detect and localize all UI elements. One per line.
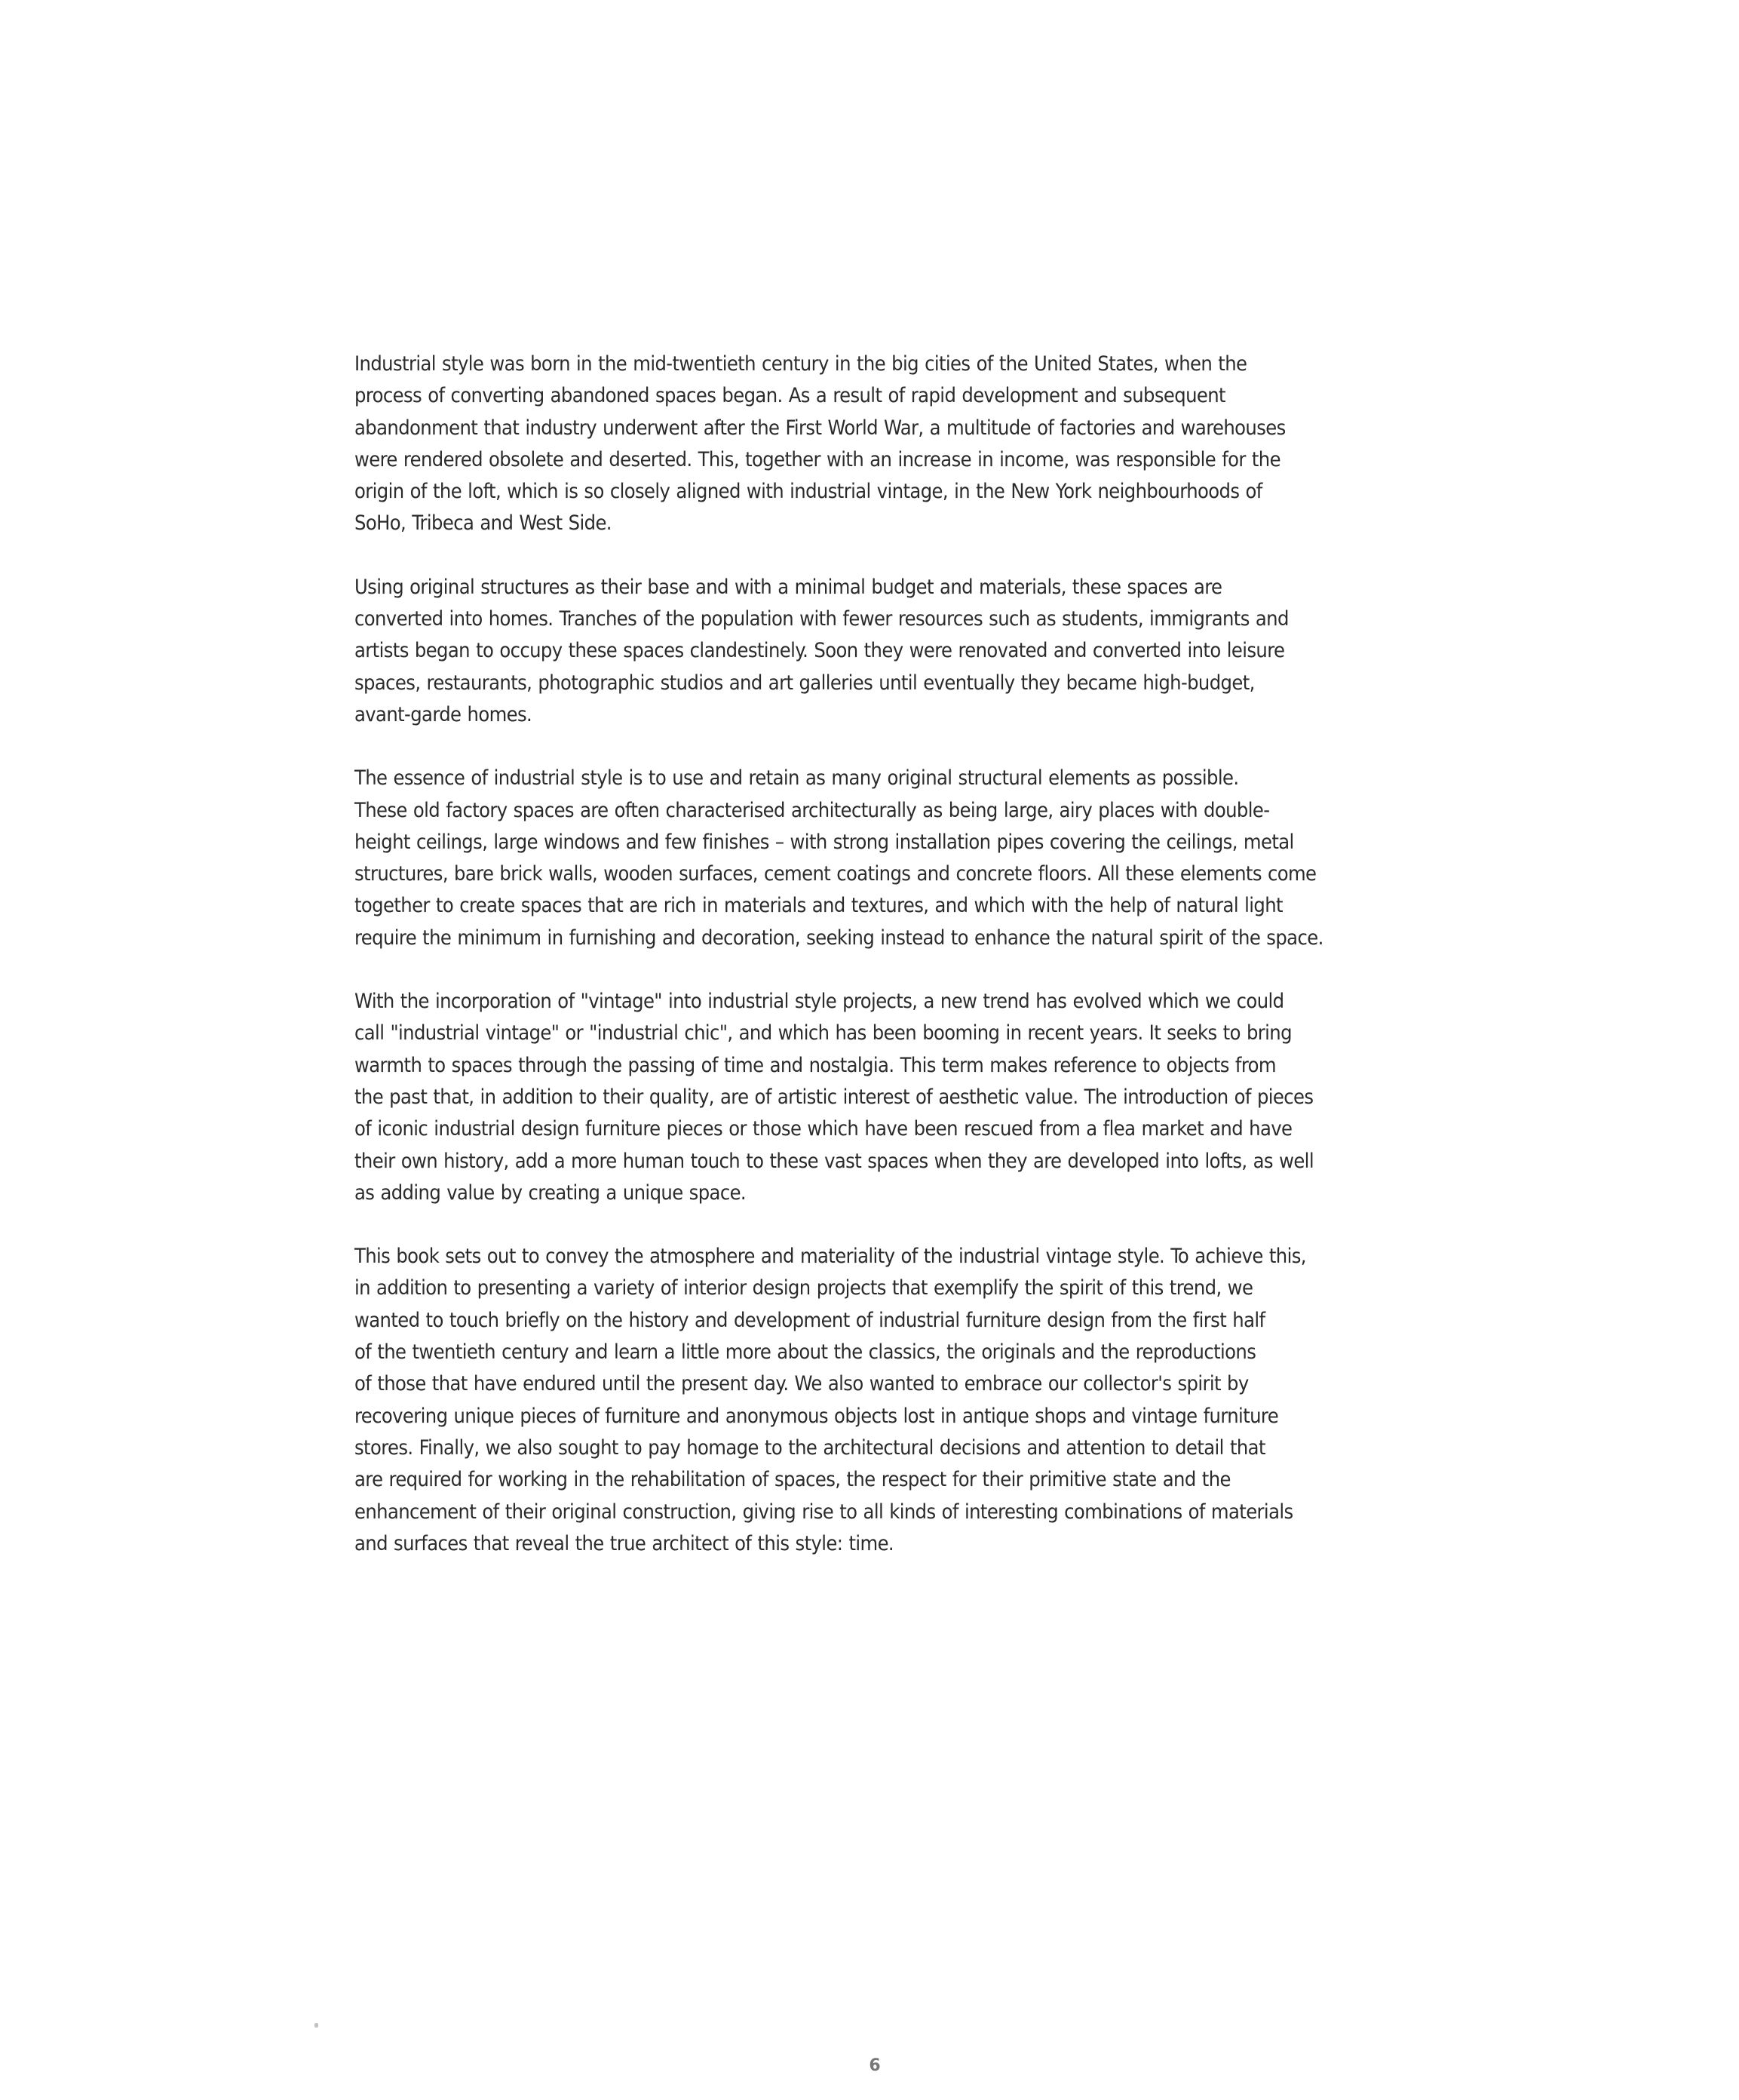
text-line: and surfaces that reveal the true architect of this style: time. <box>354 1531 894 1555</box>
text-line: warmth to spaces through the passing of time and nostalgia. This term makes reference to objects from <box>354 1053 1276 1077</box>
text-line: converted into homes. Tranches of the population with fewer resources such as students, immigrants and <box>354 607 1289 631</box>
text-line: height ceilings, large windows and few finishes – with strong installation pipes covering the ceilings, metal <box>354 830 1294 854</box>
text-line: their own history, add a more human touch to these vast spaces when they are developed into lofts, as well <box>354 1149 1314 1173</box>
text-line: These old factory spaces are often characterised architecturally as being large, airy places with double- <box>354 798 1270 822</box>
text-line: call "industrial vintage" or "industrial chic", and which has been booming in recent years. It seeks to bring <box>354 1021 1292 1045</box>
text-line: in addition to presenting a variety of interior design projects that exemplify the spirit of this trend, we <box>354 1276 1253 1300</box>
text-line: artists began to occupy these spaces clandestinely. Soon they were renovated and converted into leisure <box>354 639 1285 663</box>
text-line: SoHo, Tribeca and West Side. <box>354 511 612 536</box>
text-line: The essence of industrial style is to use and retain as many original structural elements as possible. <box>354 766 1239 791</box>
text-line: Industrial style was born in the mid-twentieth century in the big cities of the United States, when the <box>354 352 1247 376</box>
text-line: structures, bare brick walls, wooden surfaces, cement coatings and concrete floors. All these elements come <box>354 862 1317 886</box>
paragraph-5 <box>354 1241 1410 1560</box>
body-text <box>354 348 1410 1592</box>
text-line: recovering unique pieces of furniture and anonymous objects lost in antique shops and vintage furniture <box>354 1404 1279 1428</box>
paragraph-2 <box>354 572 1410 731</box>
text-line: Using original structures as their base and with a minimal budget and materials, these spaces are <box>354 575 1222 599</box>
text-line: process of converting abandoned spaces began. As a result of rapid development and subsequent <box>354 384 1225 408</box>
text-line: require the minimum in furnishing and decoration, seeking instead to enhance the natural spirit of the space. <box>354 926 1323 950</box>
paragraph-1 <box>354 348 1410 540</box>
text-line: avant-garde homes. <box>354 702 532 726</box>
text-line: were rendered obsolete and deserted. This, together with an increase in income, was responsible for the <box>354 447 1280 471</box>
text-line: spaces, restaurants, photographic studios and art galleries until eventually they became high-budget, <box>354 671 1255 695</box>
text-line: abandonment that industry underwent after the First World War, a multitude of factories and warehouses <box>354 416 1286 440</box>
text-line: together to create spaces that are rich in materials and textures, and which with the help of natural light <box>354 894 1283 918</box>
text-line: origin of the loft, which is so closely aligned with industrial vintage, in the New York neighbourhoods of <box>354 480 1262 504</box>
text-line: of the twentieth century and learn a little more about the classics, the originals and the reproductions <box>354 1340 1256 1365</box>
text-line: of iconic industrial design furniture pieces or those which have been rescued from a flea market and have <box>354 1117 1293 1141</box>
page-number: 6 <box>869 2056 881 2075</box>
text-line: With the incorporation of "vintage" into industrial style projects, a new trend has evolved which we could <box>354 990 1284 1014</box>
text-line: of those that have endured until the present day. We also wanted to embrace our collector's spirit by <box>354 1372 1249 1396</box>
text-line: wanted to touch briefly on the history and development of industrial furniture design from the first half <box>354 1308 1265 1332</box>
text-line: enhancement of their original construction, giving rise to all kinds of interesting combinations of materials <box>354 1500 1293 1524</box>
paragraph-4 <box>354 986 1410 1209</box>
text-line: as adding value by creating a unique space. <box>354 1180 747 1205</box>
text-line: are required for working in the rehabilitation of spaces, the respect for their primitive state and the <box>354 1468 1231 1492</box>
text-line: the past that, in addition to their quality, are of artistic interest of aesthetic value. The introduction of pieces <box>354 1085 1314 1109</box>
paragraph-3 <box>354 763 1410 954</box>
text-line: stores. Finally, we also sought to pay homage to the architectural decisions and attention to detail that <box>354 1435 1265 1460</box>
text-line: This book sets out to convey the atmosphere and materiality of the industrial vintage style. To achieve this, <box>354 1245 1306 1269</box>
scan-speck <box>314 2023 318 2028</box>
